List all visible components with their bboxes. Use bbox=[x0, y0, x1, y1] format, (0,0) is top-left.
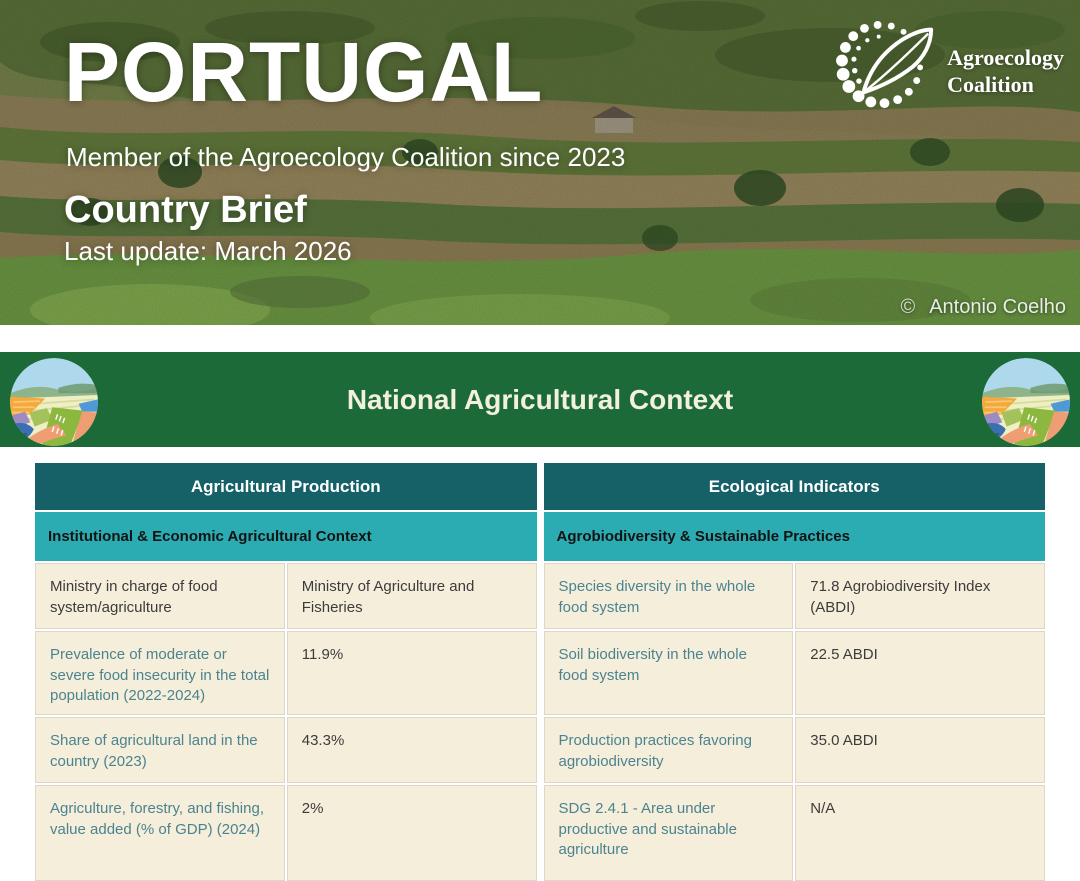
table-row-value: 2% bbox=[287, 785, 537, 881]
table-row-label: SDG 2.4.1 - Area under productive and sustainable agriculture bbox=[544, 785, 794, 881]
table-row-label: Production practices favoring agrobiodiversity bbox=[544, 717, 794, 783]
table-row-value: 22.5 ABDI bbox=[795, 631, 1045, 715]
hero-header bbox=[0, 0, 1080, 325]
last-update-line: Last update: March 2026 bbox=[64, 236, 352, 266]
table-row-label: Species diversity in the whole food system bbox=[544, 563, 794, 629]
table-row-value: 35.0 ABDI bbox=[795, 717, 1045, 783]
photo-credit bbox=[900, 296, 1066, 319]
coalition-logo-text bbox=[947, 44, 1064, 99]
country-brief-subtitle: Country Brief bbox=[64, 189, 307, 231]
dotted-circle-leaf-icon bbox=[825, 10, 943, 118]
table-row-value: Ministry of Agriculture and Fisheries bbox=[287, 563, 537, 629]
ecological-indicators-table bbox=[544, 463, 1046, 881]
table-row-label: Ministry in charge of food system/agriculture bbox=[35, 563, 285, 629]
coalition-word-1: Agroecology bbox=[947, 44, 1064, 70]
left-table-subheader: Institutional & Economic Agricultural Context bbox=[35, 512, 537, 561]
farm-illustration-icon-left bbox=[10, 358, 98, 446]
table-row-value: N/A bbox=[795, 785, 1045, 881]
table-row-label: Share of agricultural land in the country (2023) bbox=[35, 717, 285, 783]
agricultural-production-table bbox=[35, 463, 537, 881]
left-table-header: Agricultural Production bbox=[35, 463, 537, 510]
table-row-value: 43.3% bbox=[287, 717, 537, 783]
copyright-icon: © bbox=[900, 296, 916, 318]
right-table-header: Ecological Indicators bbox=[544, 463, 1046, 510]
hero-text-block bbox=[64, 25, 626, 267]
membership-line: Member of the Agroecology Coalition since 2023 bbox=[66, 142, 626, 172]
page-title: PORTUGAL bbox=[64, 25, 544, 119]
farm-illustration-icon-right bbox=[982, 358, 1070, 446]
photo-credit-name: Antonio Coelho bbox=[929, 296, 1066, 318]
table-row-label: Agriculture, forestry, and fishing, value added (% of GDP) (2024) bbox=[35, 785, 285, 881]
section-title: National Agricultural Context bbox=[346, 383, 734, 415]
table-row-value: 11.9% bbox=[287, 631, 537, 715]
right-table-subheader: Agrobiodiversity & Sustainable Practices bbox=[544, 512, 1046, 561]
coalition-word-2: Coalition bbox=[947, 72, 1034, 97]
table-row-label: Soil biodiversity in the whole food system bbox=[544, 631, 794, 715]
context-table bbox=[35, 463, 1045, 881]
section-banner bbox=[0, 352, 1080, 447]
table-row-label: Prevalence of moderate or severe food insecurity in the total population (2022-2024) bbox=[35, 631, 285, 715]
table-row-value: 71.8 Agrobiodiversity Index (ABDI) bbox=[795, 563, 1045, 629]
agroecology-coalition-logo bbox=[825, 10, 1064, 118]
